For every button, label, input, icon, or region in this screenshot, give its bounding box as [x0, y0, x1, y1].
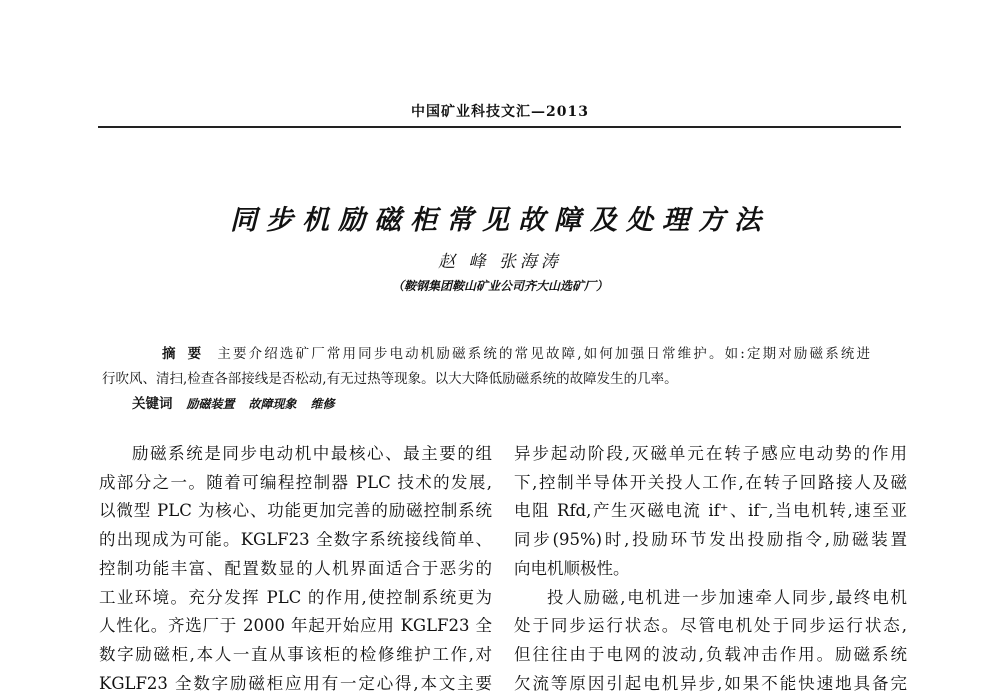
text-line: 以微型 PLC 为核心、功能更加完善的励磁控制系统 [99, 501, 492, 521]
abstract-text: 主要介绍选矿厂常用同步电动机励磁系统的常见故障,如何加强日常维护。如:定期对励磁系统进 [217, 346, 871, 362]
keywords-label: 关键词 [132, 396, 173, 412]
header-rule [98, 126, 901, 128]
abstract-line-1 [132, 342, 870, 367]
keyword: 故障现象 [248, 397, 297, 411]
text-line: 处于同步运行状态。尽管电机处于同步运行状态, [514, 616, 907, 636]
text-line: 励磁系统是同步电动机中最核心、最主要的组 [132, 444, 492, 463]
abstract-label: 摘要 [162, 346, 214, 362]
keyword: 维修 [310, 397, 335, 411]
authors: 赵 峰 张海涛 [438, 252, 562, 272]
keywords [132, 392, 870, 417]
text-line: 欠流等原因引起电机异步,如果不能快速地具备完 [514, 673, 907, 693]
text-line: 下,控制半导体开关投人工作,在转子回路接人及磁 [514, 472, 907, 492]
text-line: 成部分之一。随着可编程控制器 PLC 技术的发展, [99, 472, 492, 492]
keyword: 励磁装置 [186, 397, 235, 411]
text-line: 的出现成为可能。KGLF23 全数字系统接线简单、 [99, 530, 492, 550]
abstract [102, 342, 871, 417]
body-column-right [514, 440, 907, 698]
text-line: 数字励磁柜,本人一直从事该柜的检修维护工作,对 [99, 644, 492, 664]
text-line: 工业环境。充分发挥 PLC 的作用,使控制系统更为 [99, 587, 492, 607]
affiliation: （鞍钢集团鞍山矿业公司齐大山选矿厂） [391, 279, 608, 293]
paper-title: 同步机励磁柜常见故障及处理方法 [230, 205, 770, 236]
text-line: 电阻 Rfd,产生灭磁电流 if⁺、if⁻,当电机转,速至亚 [514, 501, 907, 521]
running-header: 中国矿业科技文汇—2013 [411, 104, 589, 120]
text-line: 向电机顺极性。 [514, 558, 630, 578]
text-line: 人性化。齐选厂于 2000 年起开始应用 KGLF23 全 [99, 616, 492, 636]
text-line: 控制功能丰富、配置数显的人机界面适合于恶劣的 [99, 558, 492, 578]
body-column-left [99, 440, 492, 698]
text-line: KGLF23 全数字励磁柜应用有一定心得,本文主要 [99, 673, 492, 693]
text-line: 投人励磁,电机进一步加速牵人同步,最终电机 [547, 587, 907, 607]
text-line: 同步(95%)时,投励环节发出投励指令,励磁装置 [514, 530, 907, 550]
text-line: 但往往由于电网的波动,负载冲击作用。励磁系统 [514, 644, 907, 664]
abstract-line-2: 行吹风、清扫,检查各部接线是否松动,有无过热等现象。以大大降低励磁系统的故障发生的几率。 [102, 371, 678, 387]
text-line: 异步起动阶段,灭磁单元在转子感应电动势的作用 [514, 444, 907, 463]
